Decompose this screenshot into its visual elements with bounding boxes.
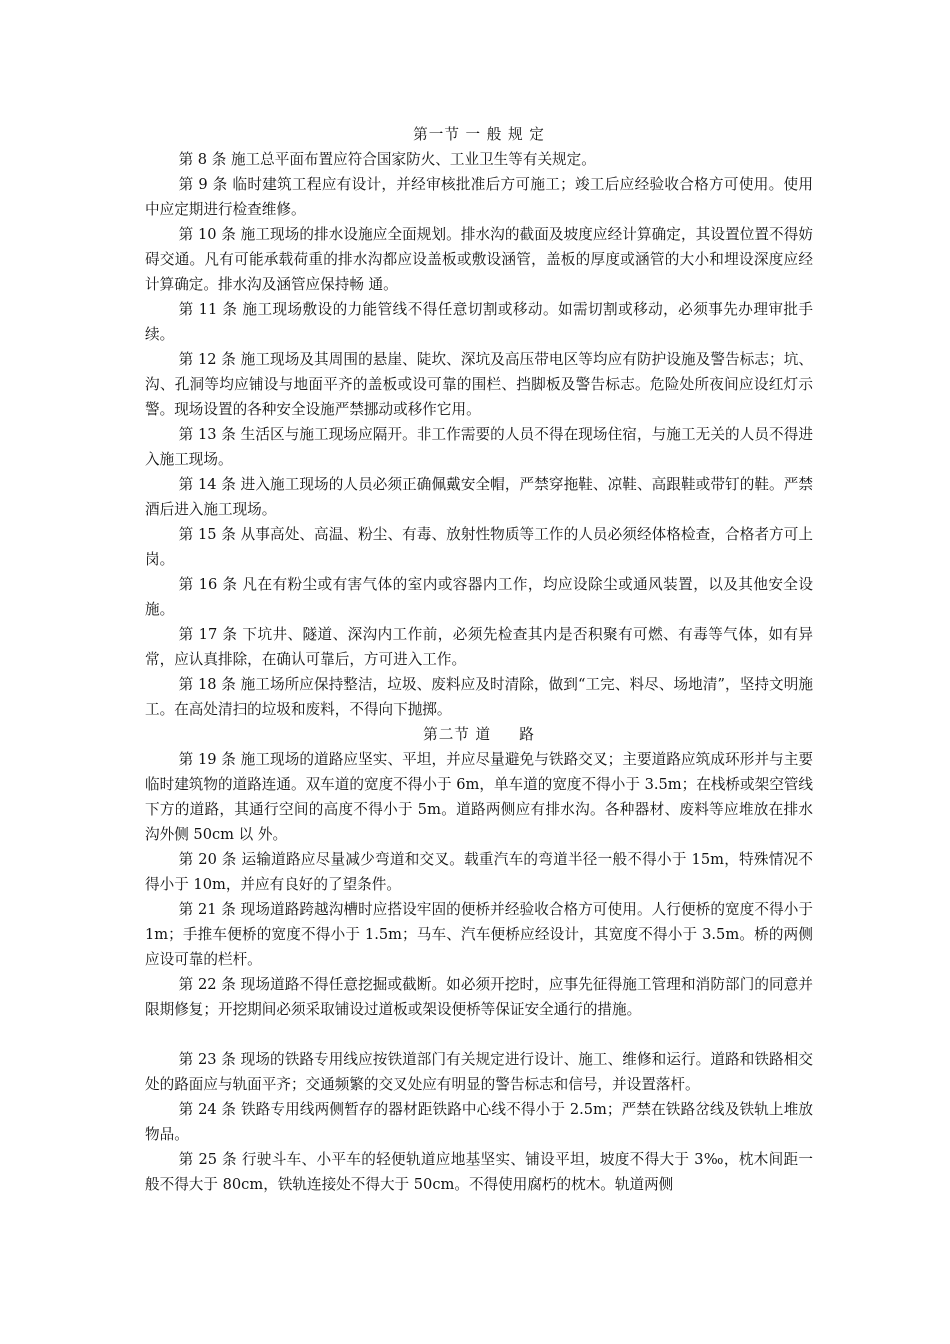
article-24: 第 24 条 铁路专用线两侧暂存的器材距铁路中心线不得小于 2.5m；严禁在铁路岔线及铁轨上堆放物品。 bbox=[145, 1101, 813, 1143]
section-1-title: 第一节 一 般 规 定 bbox=[413, 126, 545, 143]
article-13: 第 13 条 生活区与施工现场应隔开。非工作需要的人员不得在现场住宿，与施工无关的人员不得进入施工现场。 bbox=[145, 426, 813, 468]
article-15: 第 15 条 从事高处、高温、粉尘、有毒、放射性物质等工作的人员必须经体格检查，合格者方可上岗。 bbox=[145, 526, 813, 568]
article-22: 第 22 条 现场道路不得任意挖掘或截断。如必须开挖时，应事先征得施工管理和消防部门的同意并限期修复；开挖期间必须采取铺设过道板或架设便桥等保证安全通行的措施。 bbox=[145, 976, 813, 1018]
article-11: 第 11 条 施工现场敷设的力能管线不得任意切割或移动。如需切割或移动，必须事先办理审批手续。 bbox=[145, 301, 813, 343]
article-10: 第 10 条 施工现场的排水设施应全面规划。排水沟的截面及坡度应经计算确定，其设置位置不得妨碍交通。凡有可能承载荷重的排水沟都应设盖板或敷设涵管，盖板的厚度或涵管的大小和埋设深度应经计算确定。排水沟及涵管应保持畅 通。 bbox=[145, 226, 813, 293]
section-2-title: 第二节 道 路 bbox=[423, 726, 535, 743]
article-14: 第 14 条 进入施工现场的人员必须正确佩戴安全帽，严禁穿拖鞋、凉鞋、高跟鞋或带钉的鞋。严禁酒后进入施工现场。 bbox=[145, 476, 813, 518]
article-20: 第 20 条 运输道路应尽量减少弯道和交叉。载重汽车的弯道半径一般不得小于 15m，特殊情况不得小于 10m，并应有良好的了望条件。 bbox=[145, 851, 813, 893]
article-18: 第 18 条 施工场所应保持整洁，垃圾、废料应及时清除，做到“工完、料尽、场地清”，坚持文明施工。在高处清扫的垃圾和废料，不得向下抛掷。 bbox=[145, 676, 813, 718]
article-12: 第 12 条 施工现场及其周围的悬崖、陡坎、深坑及高压带电区等均应有防护设施及警告标志；坑、沟、孔洞等均应铺设与地面平齐的盖板或设可靠的围栏、挡脚板及警告标志。危险处所夜间应设红灯示警。现场设置的各种安全设施严禁挪动或移作它用。 bbox=[145, 351, 813, 418]
article-16: 第 16 条 凡在有粉尘或有害气体的室内或容器内工作，均应设除尘或通风装置，以及其他安全设施。 bbox=[145, 576, 813, 618]
document-page bbox=[145, 122, 813, 1197]
article-19: 第 19 条 施工现场的道路应坚实、平坦，并应尽量避免与铁路交叉；主要道路应筑成环形并与主要临时建筑物的道路连通。双车道的宽度不得小于 6m，单车道的宽度不得小于 3.5m；在栈桥或架空管线下方的道路，其通行空间的高度不得小于 5m。道路两侧应有排水沟。各种器材、废料等应堆放在排水沟外侧 50cm 以 外。 bbox=[145, 751, 813, 843]
article-23: 第 23 条 现场的铁路专用线应按铁道部门有关规定进行设计、施工、维修和运行。道路和铁路相交处的路面应与轨面平齐；交通频繁的交叉处应有明显的警告标志和信号，并设置落杆。 bbox=[145, 1051, 813, 1093]
article-25: 第 25 条 行驶斗车、小平车的轻便轨道应地基坚实、铺设平坦，坡度不得大于 3‰，枕木间距一般不得大于 80cm，铁轨连接处不得大于 50cm。不得使用腐朽的枕木。轨道两侧 bbox=[145, 1151, 813, 1193]
article-21: 第 21 条 现场道路跨越沟槽时应搭设牢固的便桥并经验收合格方可使用。人行便桥的宽度不得小于 1m；手推车便桥的宽度不得小于 1.5m；马车、汽车便桥应经设计，其宽度不得小于 3.5m。桥的两侧应设可靠的栏杆。 bbox=[145, 901, 813, 968]
article-8: 第 8 条 施工总平面布置应符合国家防火、工业卫生等有关规定。 bbox=[178, 151, 596, 168]
article-17: 第 17 条 下坑井、隧道、深沟内工作前，必须先检查其内是否积聚有可燃、有毒等气体，如有异常，应认真排除，在确认可靠后，方可进入工作。 bbox=[145, 626, 813, 668]
article-9: 第 9 条 临时建筑工程应有设计，并经审核批准后方可施工；竣工后应经验收合格方可使用。使用中应定期进行检查维修。 bbox=[145, 176, 813, 218]
